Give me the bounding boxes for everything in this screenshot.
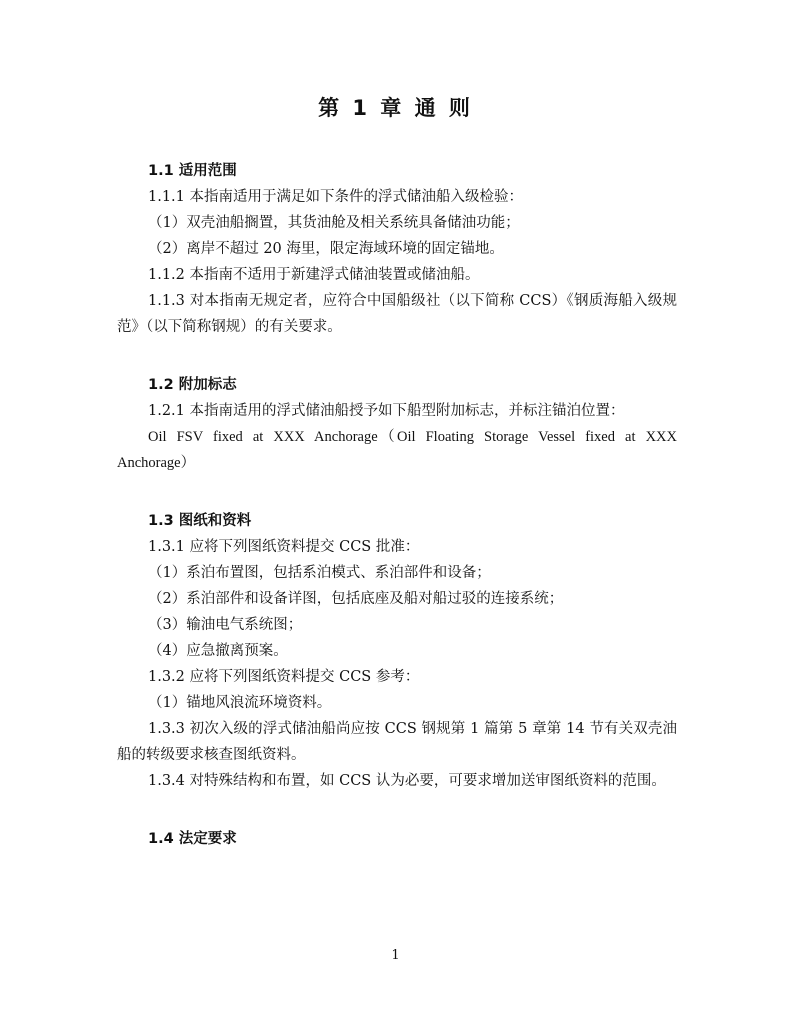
- paragraph-1-3-1: 1.3.1 应将下列图纸资料提交 CCS 批准：: [148, 539, 420, 555]
- list-item-1-1-1-2: （2）离岸不超过 20 海里，限定海域环境的固定锚地。: [148, 241, 504, 257]
- list-item-1-3-1-4: （4）应急撤离预案。: [148, 643, 288, 659]
- paragraph-1-3-3: 1.3.3 初次入级的浮式储油船尚应按 CCS 钢规第 1 篇第 5 章第 14 节有关双壳油船的转级要求核查图纸资料。: [117, 721, 677, 763]
- paragraph-1-2-1: 1.2.1 本指南适用的浮式储油船授予如下船型附加标志，并标注锚泊位置：: [148, 403, 625, 419]
- list-item-1-1-1-1: （1）双壳油船搁置，其货油舱及相关系统具备储油功能；: [148, 215, 520, 231]
- list-item-1-3-2-1: （1）锚地风浪流环境资料。: [148, 695, 332, 711]
- paragraph-1-1-3: 1.1.3 对本指南无规定者，应符合中国船级社（以下简称 CCS）《钢质海船入级规范》（以下简称钢规）的有关要求。: [117, 293, 677, 335]
- list-item-1-3-1-3: （3）输油电气系统图；: [148, 617, 303, 633]
- paragraph-1-1-2: 1.1.2 本指南不适用于新建浮式储油装置或储油船。: [148, 267, 480, 283]
- class-notation: Oil FSV fixed at XXX Anchorage（Oil Floating Storage Vessel fixed at XXX Anchorage）: [117, 429, 677, 471]
- paragraph-1-3-4: 1.3.4 对特殊结构和布置，如 CCS 认为必要，可要求增加送审图纸资料的范围。: [148, 773, 666, 789]
- paragraph-1-1-1: 1.1.1 本指南适用于满足如下条件的浮式储油船入级检验：: [148, 189, 524, 205]
- page-number: 1: [391, 948, 400, 963]
- list-item-1-3-1-1: （1）系泊布置图，包括系泊模式、系泊部件和设备；: [148, 565, 491, 581]
- list-item-1-3-1-2: （2）系泊部件和设备详图，包括底座及船对船过驳的连接系统；: [148, 591, 564, 607]
- section-heading-1-2: 1.2 附加标志: [148, 377, 237, 393]
- section-heading-1-4: 1.4 法定要求: [148, 831, 237, 847]
- section-heading-1-1: 1.1 适用范围: [148, 163, 237, 179]
- chapter-title: 第 1 章 通 则: [318, 96, 473, 120]
- document-body: [117, 158, 677, 852]
- paragraph-1-3-2: 1.3.2 应将下列图纸资料提交 CCS 参考：: [148, 669, 420, 685]
- section-heading-1-3: 1.3 图纸和资料: [148, 513, 252, 529]
